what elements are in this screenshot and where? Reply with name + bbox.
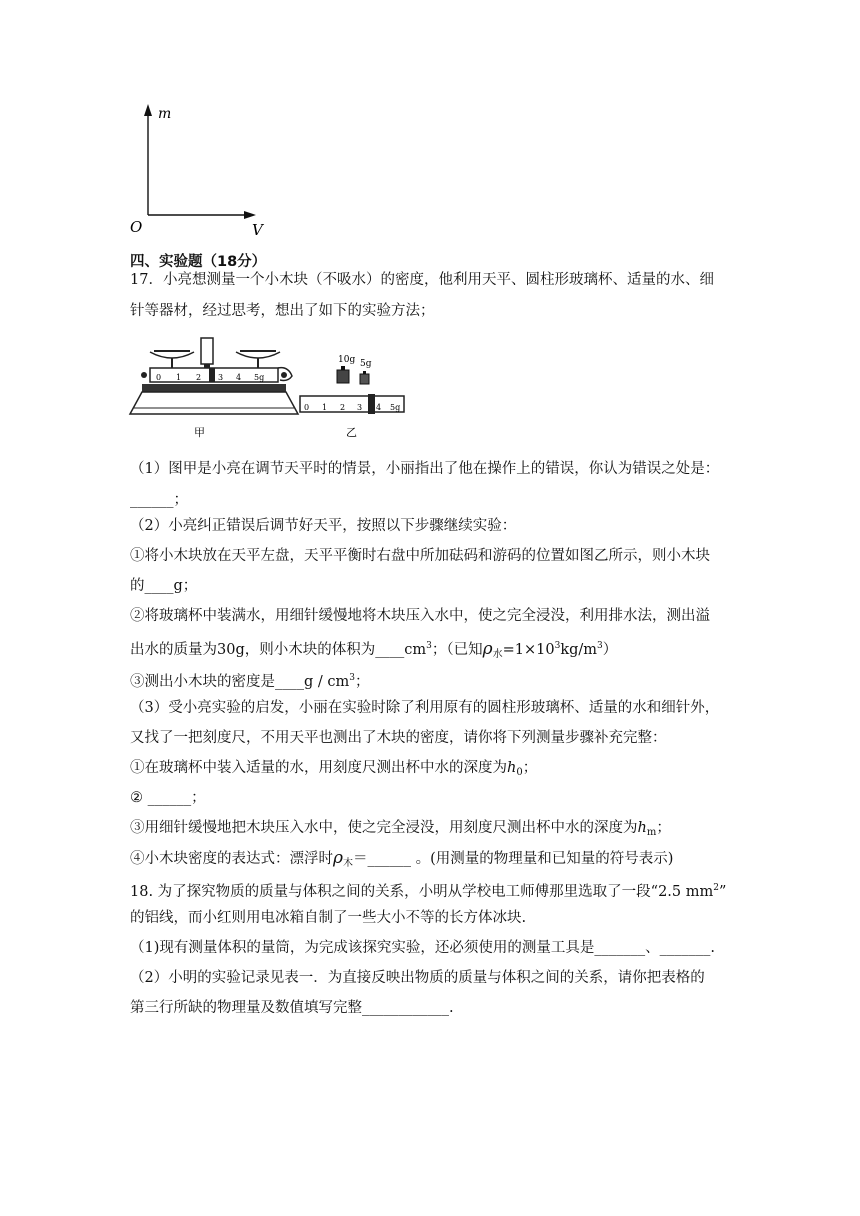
scale-a-tick: 4: [236, 373, 242, 382]
q17-t2: ② ______；: [130, 790, 206, 806]
q17-s2-line2: 出水的质量为30g，则小木块的体积为$\_\_\_\_cm^3$；（已知$\rho_水=1\times 10^3kg/m^3$）: [130, 639, 618, 660]
q17-p1-line1: （1）图甲是小亮在调节天平时的情景，小丽指出了他在操作上的错误，你认为错误之处是：: [130, 461, 720, 477]
q17-s2-text-e: ）: [602, 642, 618, 658]
q18-line1: 18. 为了探究物质的质量与体积之间的关系，小明从学校电工师傅那里选取了一段“2.5 $mm^2$”: [130, 883, 727, 900]
weight-10g-label: 10g: [338, 355, 356, 365]
x-axis-arrow-icon: [244, 211, 256, 219]
x-axis-label: V: [252, 221, 263, 239]
scale-b-tick: 0: [304, 403, 310, 412]
q17-s2-rho-sub: 水: [492, 649, 503, 660]
q17-t3-var: h: [637, 820, 647, 836]
balance-figure: [128, 332, 428, 444]
scale-b-tick: 5g: [390, 403, 401, 412]
q17-t3-end: ；: [656, 820, 671, 836]
q17-s2-text-d: kg/m: [560, 642, 598, 658]
q17-t3-sub: m: [646, 827, 657, 838]
q17-s3-text: ③测出小木块的密度是____g / cm: [130, 674, 350, 690]
rider-icon: [368, 394, 375, 414]
scale-a-tick: 2: [196, 373, 202, 382]
q17-t3-text: ③用细针缓慢地把木块压入水中，使之完全浸没，用刻度尺测出杯中水的深度为: [130, 820, 638, 836]
q17-t1-var: h: [507, 760, 517, 776]
scale-b-tick: 2: [340, 403, 346, 412]
q17-s2-text-a: 出水的质量为30g，则小木块的体积为____cm: [130, 642, 427, 658]
q18-p2-line2: 第三行所缺的物理量及数值填写完整____________.: [130, 1000, 454, 1016]
q17-t3: [130, 818, 671, 843]
q17-s1-line2: 的____g；: [130, 578, 198, 594]
q17-t1: [130, 758, 537, 783]
figure-b-caption: 乙: [346, 426, 357, 439]
q17-line2: 针等器材，经过思考，想出了如下的实验方法；: [130, 303, 435, 319]
scale-a-tick: 1: [176, 373, 182, 382]
q18-line1-end: ”: [718, 884, 727, 900]
weight-10g-icon: [337, 370, 349, 383]
scale-b-tick: 4: [376, 403, 382, 412]
scale-a-tick: 0: [156, 373, 162, 382]
q17-t4-sub: 木: [343, 858, 353, 869]
q17-p3-line2: 又找了一把刻度尺，不用天平也测出了木块的密度，请你将下列测量步骤补充完整：: [130, 730, 667, 746]
q17-t4-text: ④小木块密度的表达式：漂浮时: [130, 851, 333, 867]
q17-s2-text-c: =1×10: [502, 642, 555, 658]
q18-line2: 的铝线，而小红则用电冰箱自制了一些大小不等的长方体冰块.: [130, 910, 527, 926]
q17-p2-line1: （2）小亮纠正错误后调节好天平，按照以下步骤继续实验：: [130, 518, 517, 534]
q17-t1-text: ①在玻璃杯中装入适量的水，用刻度尺测出杯中水的深度为: [130, 760, 507, 776]
q17-p3-line1: （3）受小亮实验的启发，小丽在实验时除了利用原有的圆柱形玻璃杯、适量的水和细针外，: [130, 700, 720, 716]
scale-b-tick: 3: [357, 403, 363, 412]
y-axis-label: m: [158, 106, 172, 122]
m-v-graph: [128, 92, 278, 242]
weight-5g-icon: [360, 374, 369, 384]
section-title: 四、实验题（18分）: [130, 254, 267, 270]
q17-s2-text-b: ；（已知: [431, 642, 483, 658]
q17-p1-line2: ______；: [130, 492, 188, 508]
q17-t4-end: ＝______ 。(用测量的物理量和已知量的符号表示): [353, 851, 674, 867]
scale-b-tick: 1: [322, 403, 328, 412]
rider-scale: [300, 396, 404, 412]
q18-p2-line1: （2）小明的实验记录见表一．为直接反映出物质的质量与体积之间的关系，请你把表格的: [130, 970, 705, 986]
q17-s3-end: ；: [355, 674, 370, 690]
scale-a-tick: 3: [218, 373, 224, 382]
y-axis-arrow-icon: [144, 104, 152, 116]
q17-line1: 17．小亮想测量一个小木块（不吸水）的密度，他利用天平、圆柱形玻璃杯、适量的水、细: [130, 272, 714, 288]
q18-p1: （1)现有测量体积的量筒，为完成该探究实验，还必须使用的测量工具是_______、_______.: [130, 940, 715, 956]
q17-t1-sub: 0: [516, 767, 523, 778]
q17-s1-line1: ①将小木块放在天平左盘，天平平衡时右盘中所加砝码和游码的位置如图乙所示，则小木块: [130, 548, 710, 564]
weight-5g-label: 5g: [360, 359, 372, 369]
q18-line1-text: 18. 为了探究物质的质量与体积之间的关系，小明从学校电工师傅那里选取了一段“2.5 mm: [130, 884, 714, 900]
origin-label: O: [130, 218, 143, 236]
q17-s3: ③测出小木块的密度是____g / $cm^3$；: [130, 673, 370, 690]
figure-a-caption: 甲: [194, 426, 205, 439]
q17-s2-line1: ②将玻璃杯中装满水，用细针缓慢地将木块压入水中，使之完全浸没，利用排水法，测出溢: [130, 608, 710, 624]
q17-t1-end: ；: [522, 760, 538, 776]
scale-a-tick: 5g: [254, 373, 265, 382]
q17-t4: ④小木块密度的表达式：漂浮时$\rho_木=\_\_\_\_\_\_$ 。(用测量的物理量和已知量的符号表示): [130, 848, 674, 869]
